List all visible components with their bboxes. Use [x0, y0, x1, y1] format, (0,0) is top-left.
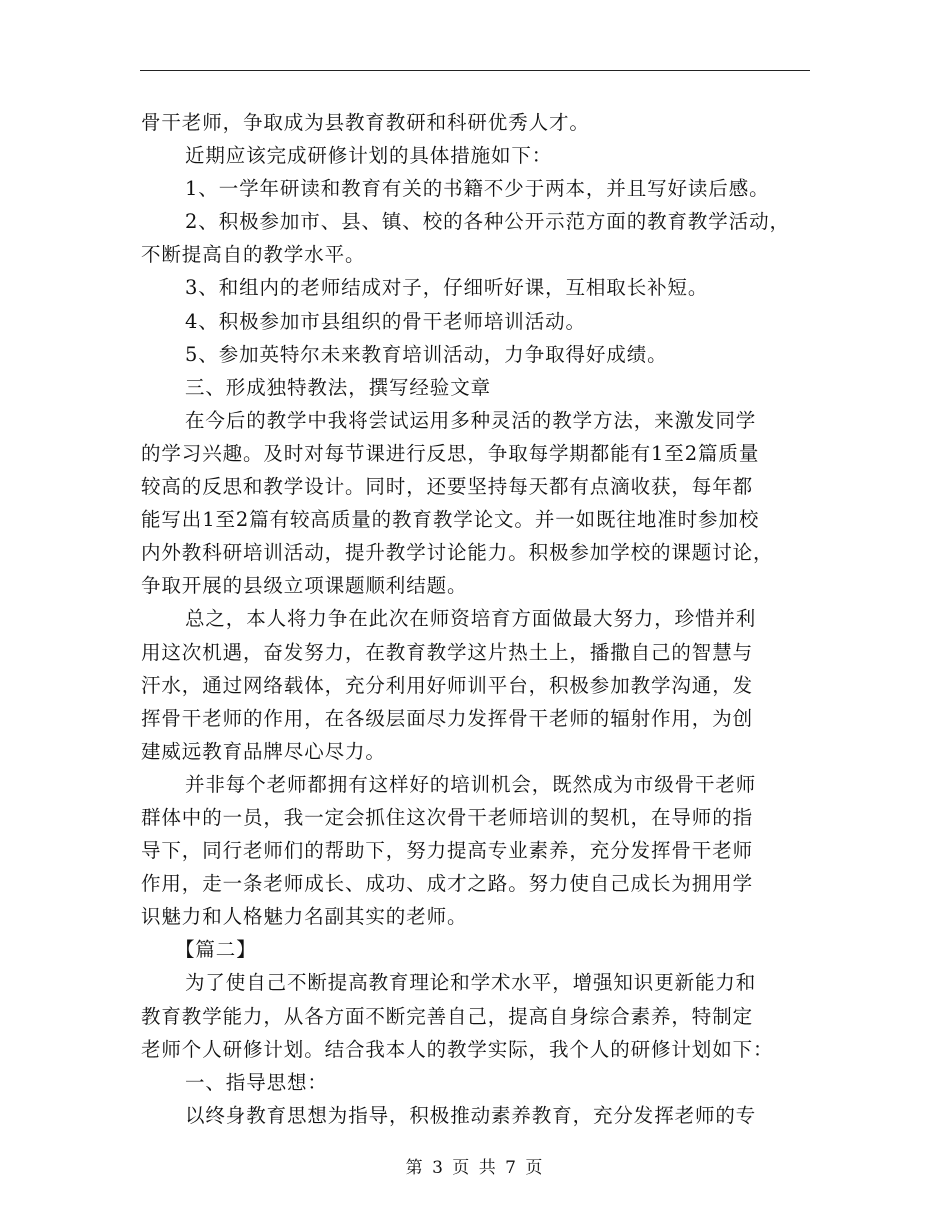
text-line: 在今后的教学中我将尝试运用多种灵活的教学方法，来激发同学	[185, 408, 757, 432]
text-line: 4、积极参加市县组织的骨干老师培训活动。	[185, 309, 586, 333]
header-rule	[140, 70, 810, 71]
section-heading: 一、指导思想：	[185, 1070, 328, 1094]
section-heading: 三、形成独特教法，撰写经验文章	[185, 375, 492, 399]
text-line: 总之，本人将力争在此次在师资培育方面做最大努力，珍惜并利	[185, 607, 757, 631]
text-line: 内外教科研培训活动，提升教学讨论能力。积极参加学校的课题讨论，	[141, 541, 774, 565]
text-line: 近期应该完成研修计划的具体措施如下：	[185, 144, 553, 168]
text-line: 教育教学能力，从各方面不断完善自己，提高自身综合素养，特制定	[141, 1004, 754, 1028]
text-line: 以终身教育思想为指导，积极推动素养教育，充分发挥老师的专	[185, 1103, 757, 1127]
text-line: 的学习兴趣。及时对每节课进行反思，争取每学期都能有1至2篇质量	[141, 441, 760, 465]
text-line: 3、和组内的老师结成对子，仔细听好课，互相取长补短。	[185, 276, 709, 300]
text-line: 导下，同行老师们的帮助下，努力提高专业素养，充分发挥骨干老师	[141, 839, 754, 863]
text-line: 1、一学年研读和教育有关的书籍不少于两本，并且写好读后感。	[185, 177, 770, 201]
document-body	[141, 106, 811, 1132]
text-line: 建威远教育品牌尽心尽力。	[141, 739, 386, 763]
text-line: 较高的反思和教学设计。同时，还要坚持每天都有点滴收获，每年都	[141, 475, 754, 499]
text-line: 2、积极参加市、县、镇、校的各种公开示范方面的教育教学活动，	[185, 210, 790, 234]
text-line: 群体中的一员，我一定会抓住这次骨干老师培训的契机，在导师的指	[141, 805, 754, 829]
text-line: 不断提高自的教学水平。	[141, 243, 366, 267]
text-line: 挥骨干老师的作用，在各级层面尽力发挥骨干老师的辐射作用，为创	[141, 706, 754, 730]
text-line: 能写出1至2篇有较高质量的教育教学论文。并一如既往地准时参加校	[141, 508, 760, 532]
text-line: 并非每个老师都拥有这样好的培训机会，既然成为市级骨干老师	[185, 772, 757, 796]
text-line: 识魅力和人格魅力名副其实的老师。	[141, 905, 468, 929]
text-line: 5、参加英特尔未来教育培训活动，力争取得好成绩。	[185, 342, 668, 366]
text-line: 汗水，通过网络载体，充分利用好师训平台，积极参加教学沟通，发	[141, 673, 754, 697]
section-heading: 【篇二】	[175, 938, 257, 962]
text-line: 骨干老师，争取成为县教育教研和科研优秀人才。	[141, 111, 590, 134]
page-number: 第 3 页 共 7 页	[405, 1158, 545, 1178]
text-line: 老师个人研修计划。结合我本人的教学实际，我个人的研修计划如下：	[141, 1037, 774, 1061]
text-line: 作用，走一条老师成长、成功、成才之路。努力使自己成长为拥用学	[141, 872, 754, 896]
text-line: 为了使自己不断提高教育理论和学术水平，增强知识更新能力和	[185, 971, 757, 995]
text-line: 用这次机遇，奋发努力，在教育教学这片热土上，播撒自己的智慧与	[141, 640, 754, 664]
text-line: 争取开展的县级立项课题顺利结题。	[141, 574, 468, 598]
